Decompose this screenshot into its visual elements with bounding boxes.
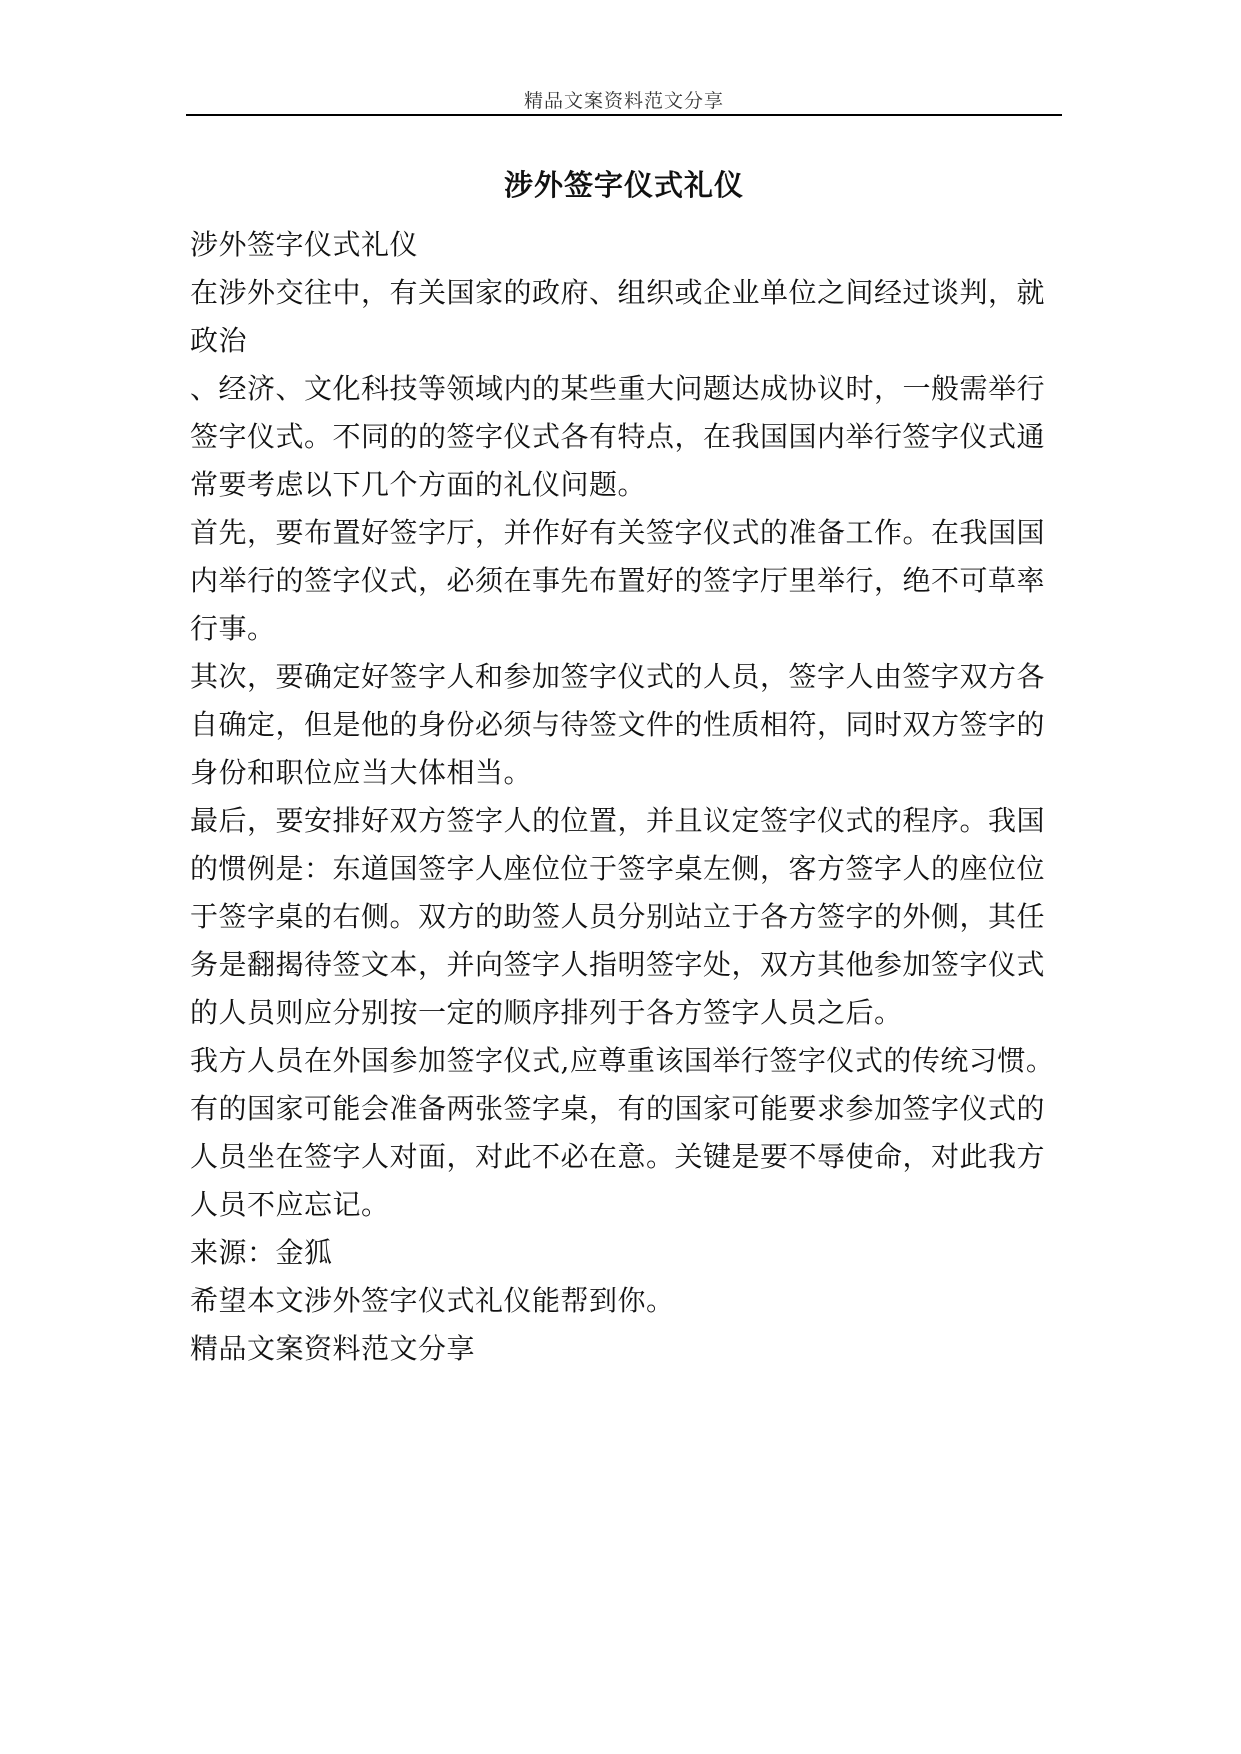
body-line: 人员坐在签字人对面，对此不必在意。关键是要不辱使命，对此我方 [190, 1140, 1046, 1173]
body-line: 人员不应忘记。 [190, 1188, 390, 1221]
page-header: 精品文案资料范文分享 [523, 90, 724, 112]
header-divider [186, 114, 1062, 116]
body-line: 在涉外交往中，有关国家的政府、组织或企业单位之间经过谈判，就 [190, 276, 1046, 309]
body-line: 其次，要确定好签字人和参加签字仪式的人员，签字人由签字双方各 [190, 660, 1046, 693]
body-line: 首先，要布置好签字厅，并作好有关签字仪式的准备工作。在我国国 [190, 516, 1046, 549]
body-line: 、经济、文化科技等领域内的某些重大问题达成协议时，一般需举行 [190, 372, 1046, 405]
source-line: 来源：金狐 [190, 1236, 333, 1269]
body-line: 政治 [190, 324, 248, 357]
body-line: 最后，要安排好双方签字人的位置，并且议定签字仪式的程序。我国 [190, 804, 1046, 837]
body-line: 涉外签字仪式礼仪 [190, 228, 419, 261]
body-line: 我方人员在外国参加签字仪式,应尊重该国举行签字仪式的传统习惯。 [190, 1044, 1055, 1077]
footer-text: 精品文案资料范文分享 [190, 1332, 476, 1365]
document-title: 涉外签字仪式礼仪 [503, 168, 744, 202]
body-line: 内举行的签字仪式，必须在事先布置好的签字厅里举行，绝不可草率 [190, 564, 1046, 597]
document-body [190, 221, 1070, 1373]
body-line: 有的国家可能会准备两张签字桌，有的国家可能要求参加签字仪式的 [190, 1092, 1046, 1125]
body-line: 身份和职位应当大体相当。 [190, 756, 533, 789]
body-line: 常要考虑以下几个方面的礼仪问题。 [190, 468, 647, 501]
body-line: 自确定，但是他的身份必须与待签文件的性质相符，同时双方签字的 [190, 708, 1046, 741]
body-line: 行事。 [190, 612, 276, 645]
body-line: 的惯例是：东道国签字人座位位于签字桌左侧，客方签字人的座位位 [190, 852, 1046, 885]
body-line: 签字仪式。不同的的签字仪式各有特点，在我国国内举行签字仪式通 [190, 420, 1046, 453]
body-line: 的人员则应分别按一定的顺序排列于各方签字人员之后。 [190, 996, 903, 1029]
body-line: 务是翻揭待签文本，并向签字人指明签字处，双方其他参加签字仪式 [190, 948, 1046, 981]
closing-line: 希望本文涉外签字仪式礼仪能帮到你。 [190, 1284, 675, 1317]
body-line: 于签字桌的右侧。双方的助签人员分别站立于各方签字的外侧，其任 [190, 900, 1046, 933]
